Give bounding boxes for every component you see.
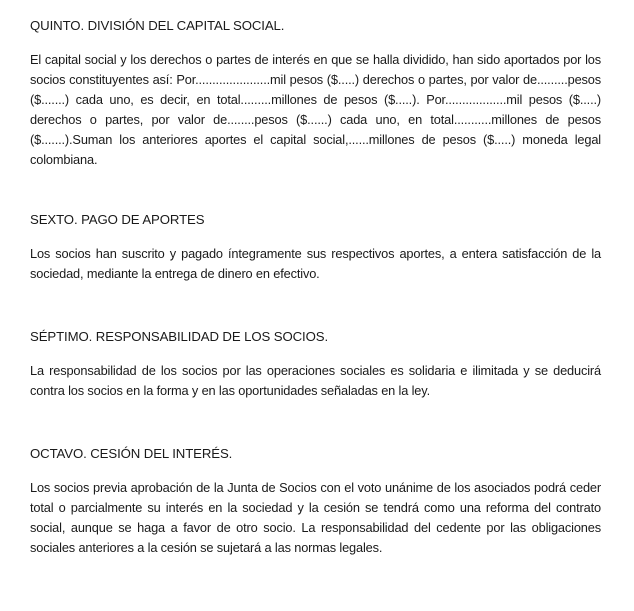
clause-body: La responsabilidad de los socios por las operaciones sociales es solidaria e ilimitada y se deducirá contra los socios en la forma y en las oportunidades señaladas en la ley. — [30, 363, 601, 398]
clause-heading: SÉPTIMO. RESPONSABILIDAD DE LOS SOCIOS. — [30, 329, 329, 344]
clause-body: El capital social y los derechos o partes de interés en que se halla dividido, han sido aportados por los socios constituyentes así: Por......................mil pesos ($.....) derechos o partes, por valor de.........pesos ($.......) cada uno, es decir, en total.........millones de pesos ($.....). Por..................mil pesos ($.....) derechos o partes, por valor de........pesos ($......) cada uno, en total...........millones de pesos ($.......).Suman los anteriores aportes el capital social,......millones de pesos ($.....) moneda legal colombiana. — [30, 52, 601, 167]
clause-septimo — [30, 327, 601, 401]
clause-body: Los socios previa aprobación de la Junta de Socios con el voto unánime de los asociados podrá ceder total o parcialmente su interés en la sociedad y la cesión se tendrá como una reforma del contrato social, aunque se haga a favor de otro socio. La responsabilidad del cedente por las obligaciones sociales anteriores a la cesión se sujetará a las normas legales. — [30, 480, 601, 555]
clause-sexto — [30, 210, 601, 284]
clause-body: Los socios han suscrito y pagado íntegramente sus respectivos aportes, a entera satisfacción de la sociedad, mediante la entrega de dinero en efectivo. — [30, 246, 601, 281]
section-spacer — [30, 401, 601, 444]
clause-octavo — [30, 444, 601, 558]
clause-heading: SEXTO. PAGO DE APORTES — [30, 212, 205, 227]
section-spacer — [30, 284, 601, 327]
clause-heading: OCTAVO. CESIÓN DEL INTERÉS. — [30, 446, 233, 461]
clause-heading: QUINTO. DIVISIÓN DEL CAPITAL SOCIAL. — [30, 18, 285, 33]
section-spacer — [30, 170, 601, 210]
clause-quinto — [30, 16, 601, 170]
